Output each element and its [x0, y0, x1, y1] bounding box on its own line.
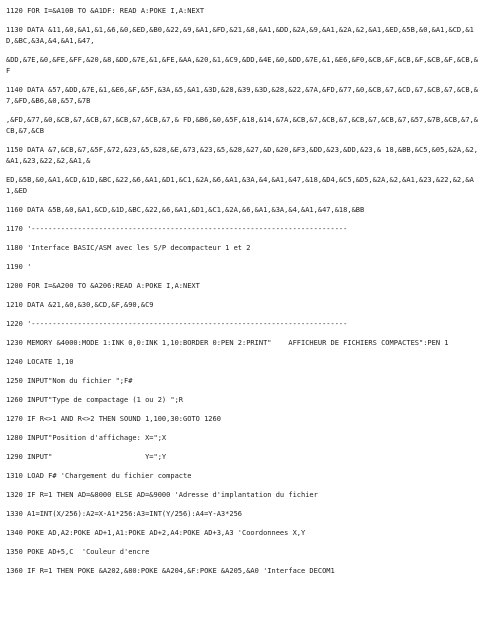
code-line-1320: 1320 IF R=1 THEN AD=&8000 ELSE AD=&9000 'Adresse d'implantation du fichier [6, 491, 318, 499]
code-line-1350: 1350 POKE AD+5,C 'Couleur d'encre [6, 548, 150, 556]
code-line-1140-cont: ,&FD,&77,&0,&CB,&7,&CB,&7,&CB,&7,&CB,&7,& FD,&B6,&0,&5F,&18,&14,&7A,&CB,&7,&CB,&7,&CB,&7,&CB,&7,&57,&7B,&CB,&7,&CB,&7,&CB [6, 116, 479, 135]
code-line-1190: 1190 ' [6, 263, 32, 271]
code-line-1290: 1290 INPUT" Y=";Y [6, 453, 167, 461]
code-line-1210: 1210 DATA &21,&0,&30,&CD,&F,&90,&C9 [6, 301, 154, 309]
code-line-1160: 1160 DATA &5B,&0,&A1,&CD,&1D,&BC,&22,&6,&A1,&D1,&C1,&2A,&6,&A1,&3A,&4,&A1,&47,&18,&BB [6, 206, 365, 214]
code-line-1250: 1250 INPUT"Nom du fichier ";F# [6, 377, 133, 385]
code-line-1220: 1220 '--------------------------------------------------------------------------- [6, 320, 348, 328]
code-line-1120: 1120 FOR I=&A10B TO &A1DF: READ A:POKE I,A:NEXT [6, 7, 205, 15]
code-line-1240: 1240 LOCATE 1,10 [6, 358, 74, 366]
code-line-1330: 1330 A1=INT(X/256):A2=X-A1*256:A3=INT(Y/256):A4=Y-A3*256 [6, 510, 243, 518]
code-line-1260: 1260 INPUT"Type de compactage (1 ou 2) ";R [6, 396, 184, 404]
code-line-1310: 1310 LOAD F# 'Chargement du fichier compacte [6, 472, 192, 480]
code-line-1150: 1150 DATA &7,&CB,&7,&5F,&72,&23,&5,&28,&E,&73,&23,&5,&28,&27,&D,&20,&F3,&DD,&23,&DD,&23,& 18,&BB,&C5,&05,&2A,&2,&A1,&23,&22,&2,&A1,& [6, 146, 479, 165]
code-line-1200: 1200 FOR I=&A200 TO &A206:READ A:POKE I,A:NEXT [6, 282, 200, 290]
code-line-1180: 1180 'Interface BASIC/ASM avec les S/P decompacteur 1 et 2 [6, 244, 251, 252]
code-line-1280: 1280 INPUT"Position d'affichage: X=";X [6, 434, 167, 442]
code-line-1140: 1140 DATA &57,&DD,&7E,&1,&E6,&F,&5F,&3A,&5,&A1,&3D,&28,&39,&3D,&28,&22,&7A,&FD,&77,&0,&CB,&7,&CD,&7,&CB,&7,&CB,&7,&FD,&B6,&0,&57,&7B [6, 86, 479, 105]
basic-program-listing [6, 6, 478, 585]
code-line-1150-cont: ED,&5B,&0,&A1,&CD,&1D,&BC,&22,&6,&A1,&D1,&C1,&2A,&6,&A1,&3A,&4,&A1,&47,&18,&D4,&C5,&D5,&2A,&2,&A1,&23,&22,&2,&A1,&ED [6, 176, 474, 195]
code-line-1130: 1130 DATA &11,&0,&A1,&1,&6,&0,&ED,&B0,&22,&9,&A1,&FD,&21,&8,&A1,&DD,&2A,&9,&A1,&2A,&2,&A1,&ED,&5B,&0,&A1,&CD,&1D,&BC,&3A,&4,&A1,&47, [6, 26, 474, 45]
code-line-1340: 1340 POKE AD,A2:POKE AD+1,A1:POKE AD+2,A4:POKE AD+3,A3 'Coordonnees X,Y [6, 529, 306, 537]
code-line-1170: 1170 '--------------------------------------------------------------------------- [6, 225, 348, 233]
code-line-1230: 1230 MEMORY &4000:MODE 1:INK 0,0:INK 1,10:BORDER 0:PEN 2:PRINT" AFFICHEUR DE FICHIERS COMPACTES":PEN 1 [6, 339, 449, 347]
code-line-1270: 1270 IF R<>1 AND R<>2 THEN SOUND 1,100,30:GOTO 1260 [6, 415, 221, 423]
code-line-1360: 1360 IF R=1 THEN POKE &A202,&80:POKE &A204,&F:POKE &A205,&A0 'Interface DECOM1 [6, 567, 335, 575]
code-line-1130-cont: &DD,&7E,&0,&FE,&FF,&20,&8,&DD,&7E,&1,&FE,&AA,&20,&1,&C9,&DD,&4E,&0,&DD,&7E,&1,&E6,&F0,&CB,&F,&CB,&F,&CB,&F,&CB,&F [6, 56, 479, 75]
